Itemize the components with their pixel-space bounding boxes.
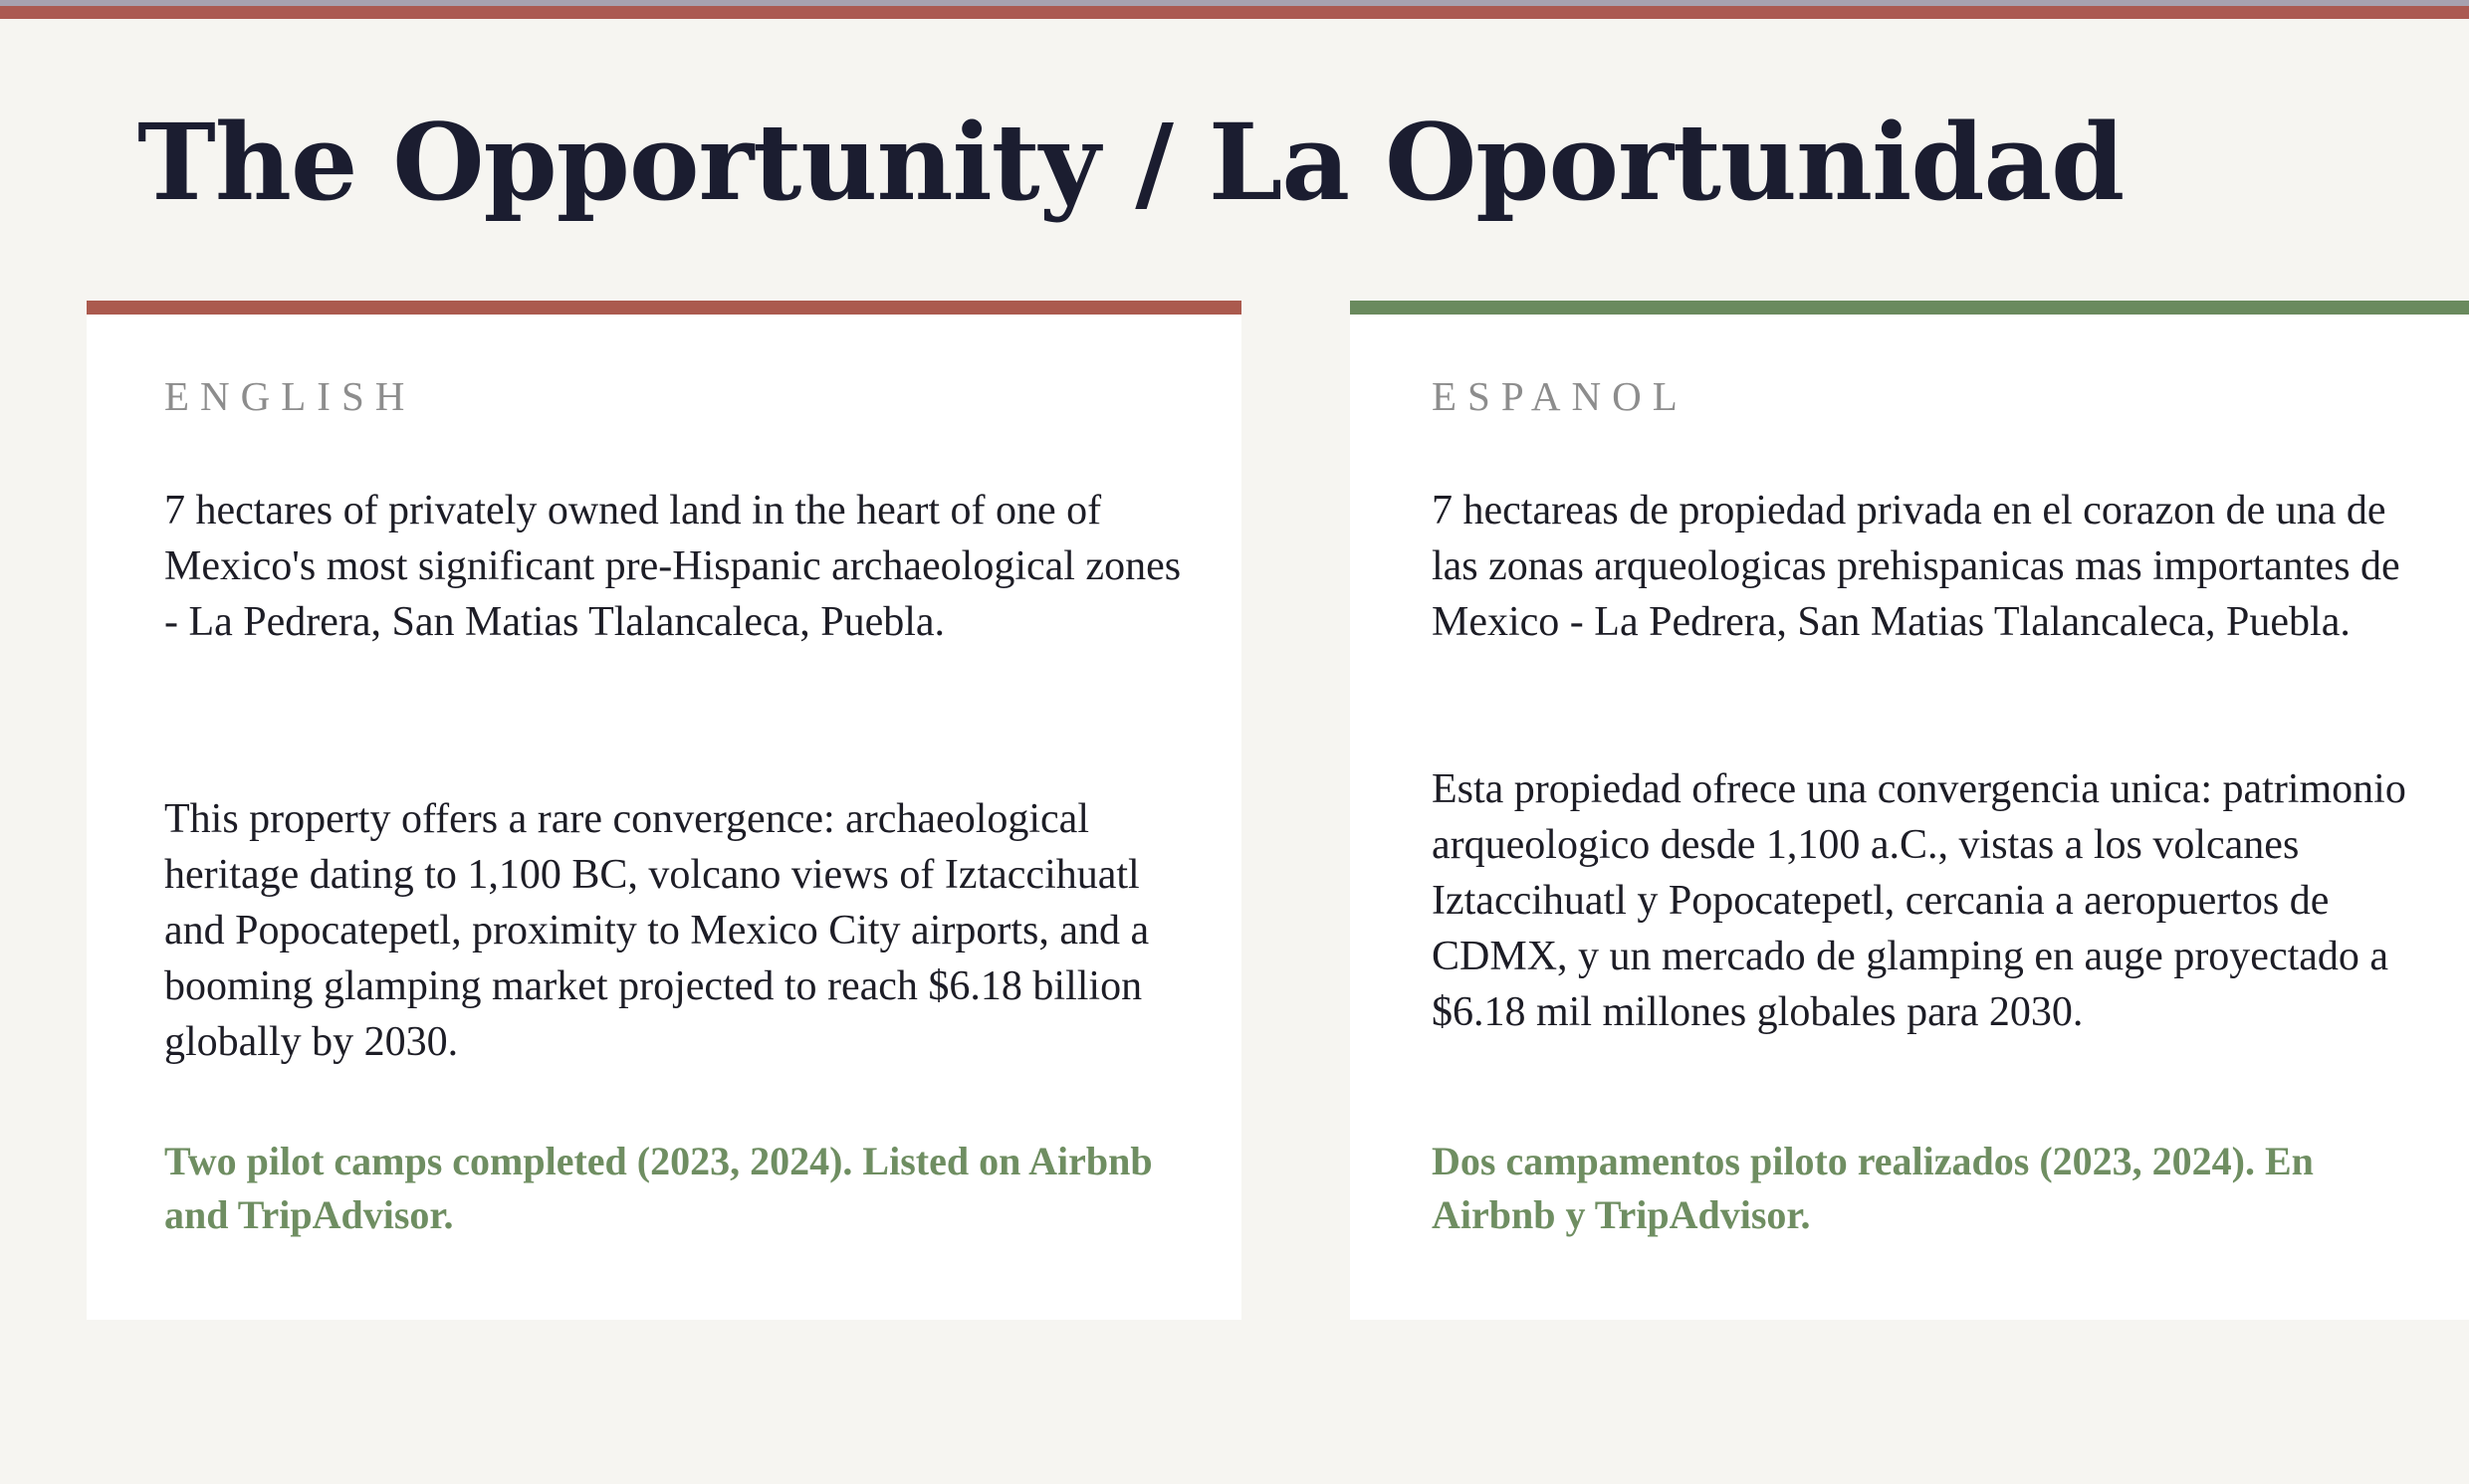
english-highlight: Two pilot camps completed (2023, 2024). Listed on Airbnb and TripAdvisor. [164, 1139, 1153, 1237]
english-label: ENGLISH [164, 373, 416, 419]
top-accent-stripe [0, 0, 2469, 19]
english-paragraph-2: This property offers a rare convergence: archaeological heritage dating to 1,100 BC, volcano views of Iztaccihuatl and Popocatepetl, proximity to Mexico City airports, and a booming glamping market projected to reach $6.18 billion globally by 2030. [164, 796, 1150, 1065]
page-title: The Opportunity / La Oportunidad [137, 100, 2125, 224]
spanish-panel [1350, 301, 2469, 1320]
english-panel [87, 301, 1241, 1320]
english-paragraph-1: 7 hectares of privately owned land in the heart of one of Mexico's most significant pre-Hispanic archaeological zones - La Pedrera, San Matias Tlalancaleca, Puebla. [164, 488, 1182, 645]
spanish-highlight: Dos campamentos piloto realizados (2023, 2024). En Airbnb y TripAdvisor. [1432, 1139, 2314, 1237]
spanish-paragraph-1: 7 hectareas de propiedad privada en el corazon de una de las zonas arqueologicas prehispanicas mas importantes de Mexico - La Pedrera, San Matias Tlalancaleca, Puebla. [1432, 488, 2400, 645]
spanish-label: ESPANOL [1432, 373, 1688, 419]
spanish-paragraph-2: Esta propiedad ofrece una convergencia unica: patrimonio arqueologico desde 1,100 a.C., vistas a los volcanes Iztaccihuatl y Popocatepetl, cercania a aeropuertos de CDMX, y un mercado de glamping en auge proyectado a $6.18 mil millones globales para 2030. [1432, 766, 2406, 1035]
